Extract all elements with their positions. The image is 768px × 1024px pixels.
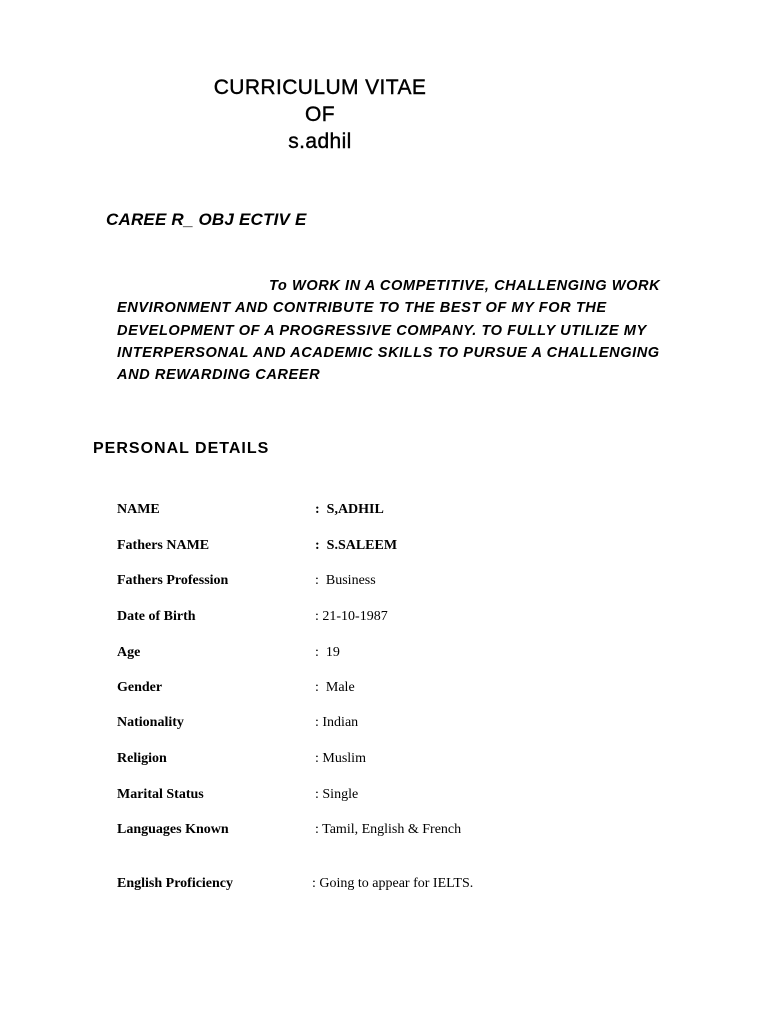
detail-row-nationality [0, 713, 768, 733]
detail-value: : Male [315, 680, 355, 695]
detail-value: : S,ADHIL [315, 502, 384, 517]
detail-label: Religion [117, 751, 167, 766]
detail-row-languages-known [0, 820, 768, 840]
title-line-name: s.adhil [288, 130, 352, 153]
objective-line: INTERPERSONAL AND ACADEMIC SKILLS TO PURSUE A CHALLENGING [117, 344, 660, 361]
objective-line: AND REWARDING CAREER [117, 367, 321, 384]
detail-label: English Proficiency [117, 876, 234, 891]
detail-value: : Going to appear for IELTS. [312, 876, 474, 891]
cv-title [180, 74, 460, 155]
objective-line: ENVIRONMENT AND CONTRIBUTE TO THE BEST OF MY FOR THE [117, 300, 607, 317]
detail-row-english-proficiency [0, 874, 768, 894]
detail-value: : Indian [315, 715, 359, 730]
detail-label: Age [117, 645, 141, 660]
detail-row-date-of-birth [0, 607, 768, 627]
detail-row-gender [0, 678, 768, 698]
detail-label: Gender [117, 680, 163, 695]
personal-details-heading: PERSONAL DETAILS [93, 440, 270, 457]
detail-row-fathers-profession [0, 571, 768, 591]
detail-value: : Single [315, 787, 359, 802]
detail-value: : 19 [315, 645, 340, 660]
objective-line: DEVELOPMENT OF A PROGRESSIVE COMPANY. TO FULLY UTILIZE MY [117, 322, 647, 339]
detail-row-name [0, 500, 768, 520]
detail-label: Languages Known [117, 822, 229, 837]
detail-label: Nationality [117, 715, 184, 730]
detail-value: : S.SALEEM [315, 538, 398, 553]
detail-label: Fathers Profession [117, 573, 229, 588]
detail-row-age [0, 643, 768, 663]
detail-label: Fathers NAME [117, 538, 210, 553]
career-objective-text [117, 275, 737, 386]
detail-row-fathers-name [0, 536, 768, 556]
detail-label: NAME [117, 502, 160, 517]
detail-row-religion [0, 749, 768, 769]
detail-label: Marital Status [117, 787, 204, 802]
objective-line: To WORK IN A COMPETITIVE, CHALLENGING WORK [269, 278, 661, 294]
title-line-of: OF [305, 103, 335, 126]
detail-value: : 21-10-1987 [315, 609, 388, 624]
detail-row-marital-status [0, 785, 768, 805]
detail-value: : Tamil, English & French [315, 822, 462, 837]
detail-value: : Muslim [315, 751, 366, 766]
detail-value: : Business [315, 573, 376, 588]
detail-label: Date of Birth [117, 609, 196, 624]
career-objective-heading: CAREE R_ OBJ ECTIV E [106, 210, 307, 229]
title-line-cv: CURRICULUM VITAE [213, 76, 427, 99]
